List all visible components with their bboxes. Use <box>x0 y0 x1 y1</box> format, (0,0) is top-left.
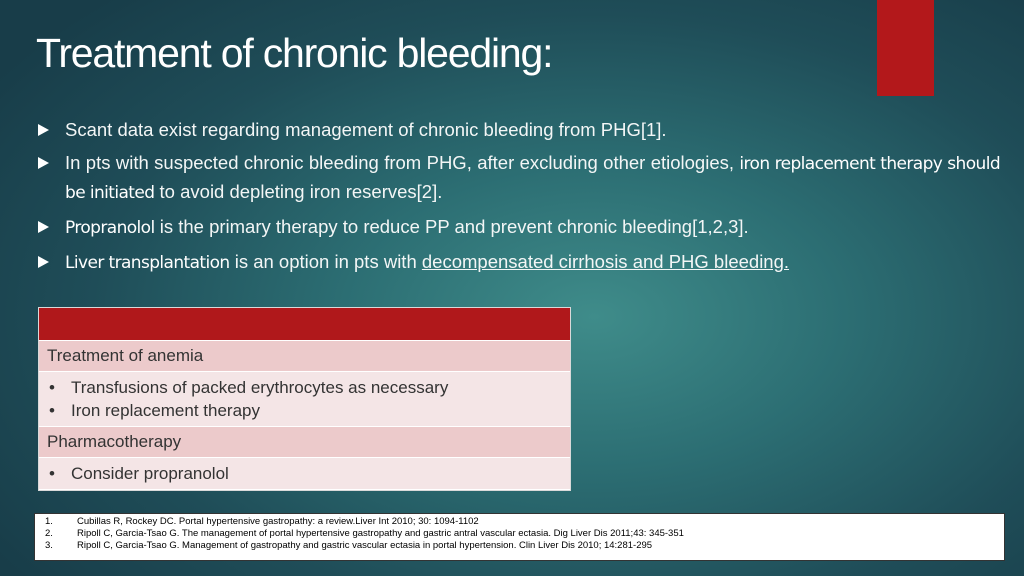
bullet-dot-icon: • <box>49 401 55 420</box>
table-item-text: Consider propranolol <box>71 464 229 483</box>
red-accent-bar <box>877 0 934 96</box>
treatment-table <box>38 307 571 491</box>
bullet-text: is the primary therapy to reduce PP and prevent chronic bleeding[1,2,3]. <box>154 216 749 237</box>
table-list-item <box>47 462 562 485</box>
bullet-list <box>38 116 1000 283</box>
reference-text: Cubillas R, Rockey DC. Portal hypertensive gastropathy: a review.Liver Int 2010; 30: 1094-1102 <box>77 516 479 527</box>
bullet-text: is an option in pts with <box>229 251 422 272</box>
table-section-title: Treatment of anemia <box>39 341 570 372</box>
reference-number: 2. <box>45 528 53 539</box>
table-list-item <box>47 399 562 422</box>
bullet-arrow-icon <box>38 157 49 169</box>
reference-number: 3. <box>45 540 53 551</box>
bullet-text: In pts with suspected chronic bleeding from PHG, after excluding other etiologies, <box>65 152 740 173</box>
bullet-highlight: Liver transplantation <box>65 253 230 273</box>
table-item-text: Iron replacement therapy <box>71 401 260 420</box>
bullet-highlight: Propranolol <box>65 218 155 238</box>
bullet-text: Scant data exist regarding management of chronic bleeding from PHG[1]. <box>65 119 667 140</box>
bullet-arrow-icon <box>38 221 49 233</box>
bullet-dot-icon: • <box>49 464 55 483</box>
slide-title: Treatment of chronic bleeding: <box>36 30 553 76</box>
bullet-text: to avoid depleting iron reserves[2]. <box>154 181 443 202</box>
table-section-title: Pharmacotherapy <box>39 427 570 458</box>
reference-item <box>41 516 998 528</box>
bullet-item <box>38 116 1000 143</box>
bullet-underlined-text: decompensated cirrhosis and PHG bleeding. <box>421 251 790 272</box>
table-section-items <box>39 372 570 427</box>
bullet-item <box>38 149 1000 207</box>
reference-item <box>41 528 998 540</box>
bullet-arrow-icon <box>38 256 49 268</box>
bullet-item <box>38 248 1000 277</box>
reference-text: Ripoll C, Garcia-Tsao G. Management of gastropathy and gastric vascular ectasia in portal hypertension. Clin Liver Dis 2010; 14:281-295 <box>77 540 653 551</box>
bullet-arrow-icon <box>38 124 49 136</box>
references-box <box>34 513 1005 561</box>
table-item-text: Transfusions of packed erythrocytes as necessary <box>71 378 449 397</box>
table-header <box>39 308 570 341</box>
table-list-item <box>47 376 562 399</box>
reference-item <box>41 540 998 552</box>
bullet-highlight: iron replacement therapy should be initiated <box>65 154 1001 203</box>
table-section-items <box>39 458 570 490</box>
reference-text: Ripoll C, Garcia-Tsao G. The management of portal hypertensive gastropathy and gastric antral vascular ectasia. Dig Liver Dis 2011;43: 345-351 <box>77 528 684 539</box>
bullet-dot-icon: • <box>49 378 55 397</box>
reference-number: 1. <box>45 516 53 527</box>
bullet-item <box>38 213 1000 242</box>
